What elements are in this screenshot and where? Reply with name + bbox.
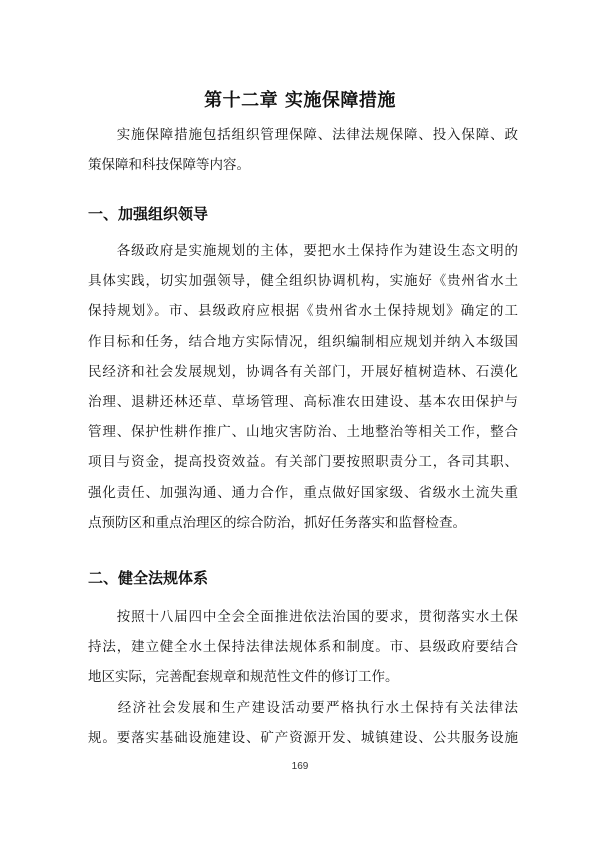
chapter-title: 第十二章 实施保障措施 xyxy=(204,90,396,111)
section-heading-1: 一、加强组织领导 xyxy=(88,205,209,223)
section2-paragraph-1 xyxy=(88,602,518,693)
paragraph-line: 经济社会发展和生产建设活动要严格执行水土保持有关法律法 xyxy=(88,700,518,716)
paragraph-line: 具体实践，切实加强领导，健全组织协调机构，实施好《贵州省水土 xyxy=(88,273,518,290)
section-heading-2: 二、健全法规体系 xyxy=(88,569,209,587)
intro-paragraph xyxy=(88,120,518,180)
paragraph-line: 地区实际，完善配套规章和规范性文件的修订工作。 xyxy=(88,669,399,686)
paragraph-line: 点预防区和重点治理区的综合防治，抓好任务落实和监督检查。 xyxy=(88,514,466,531)
paragraph-line: 持法，建立健全水土保持法律法规体系和制度。市、县级政府要结合 xyxy=(88,639,518,656)
section2-paragraph-2 xyxy=(88,693,518,753)
section1-paragraph xyxy=(88,236,518,538)
paragraph-line: 项目与资金，提高投资效益。有关部门要按照职责分工，各司其职、 xyxy=(88,454,518,471)
paragraph-line: 作目标和任务，结合地方实际情况，组织编制相应规划并纳入本级国 xyxy=(88,333,518,350)
paragraph-line: 管理、保护性耕作推广、山地灾害防治、土地整治等相关工作，整合 xyxy=(88,424,518,441)
paragraph-line: 保持规划》。市、县级政府应根据《贵州省水土保持规划》确定的工 xyxy=(88,303,518,320)
paragraph-line: 各级政府是实施规划的主体，要把水土保持作为建设生态文明的 xyxy=(88,243,518,259)
page-number: 169 xyxy=(291,761,309,772)
intro-line: 策保障和科技保障等内容。 xyxy=(88,157,250,174)
paragraph-line: 按照十八届四中全会全面推进依法治国的要求，贯彻落实水土保 xyxy=(88,609,518,625)
intro-line: 实施保障措施包括组织管理保障、法律法规保障、投入保障、政 xyxy=(88,127,518,143)
paragraph-line: 民经济和社会发展规划，协调各有关部门，开展好植树造林、石漠化 xyxy=(88,363,518,380)
paragraph-line: 强化责任、加强沟通、通力合作，重点做好国家级、省级水土流失重 xyxy=(88,484,518,501)
paragraph-line: 治理、退耕还林还草、草场管理、高标准农田建设、基本农田保护与 xyxy=(88,393,518,410)
paragraph-line: 规。要落实基础设施建设、矿产资源开发、城镇建设、公共服务设施 xyxy=(88,730,518,747)
